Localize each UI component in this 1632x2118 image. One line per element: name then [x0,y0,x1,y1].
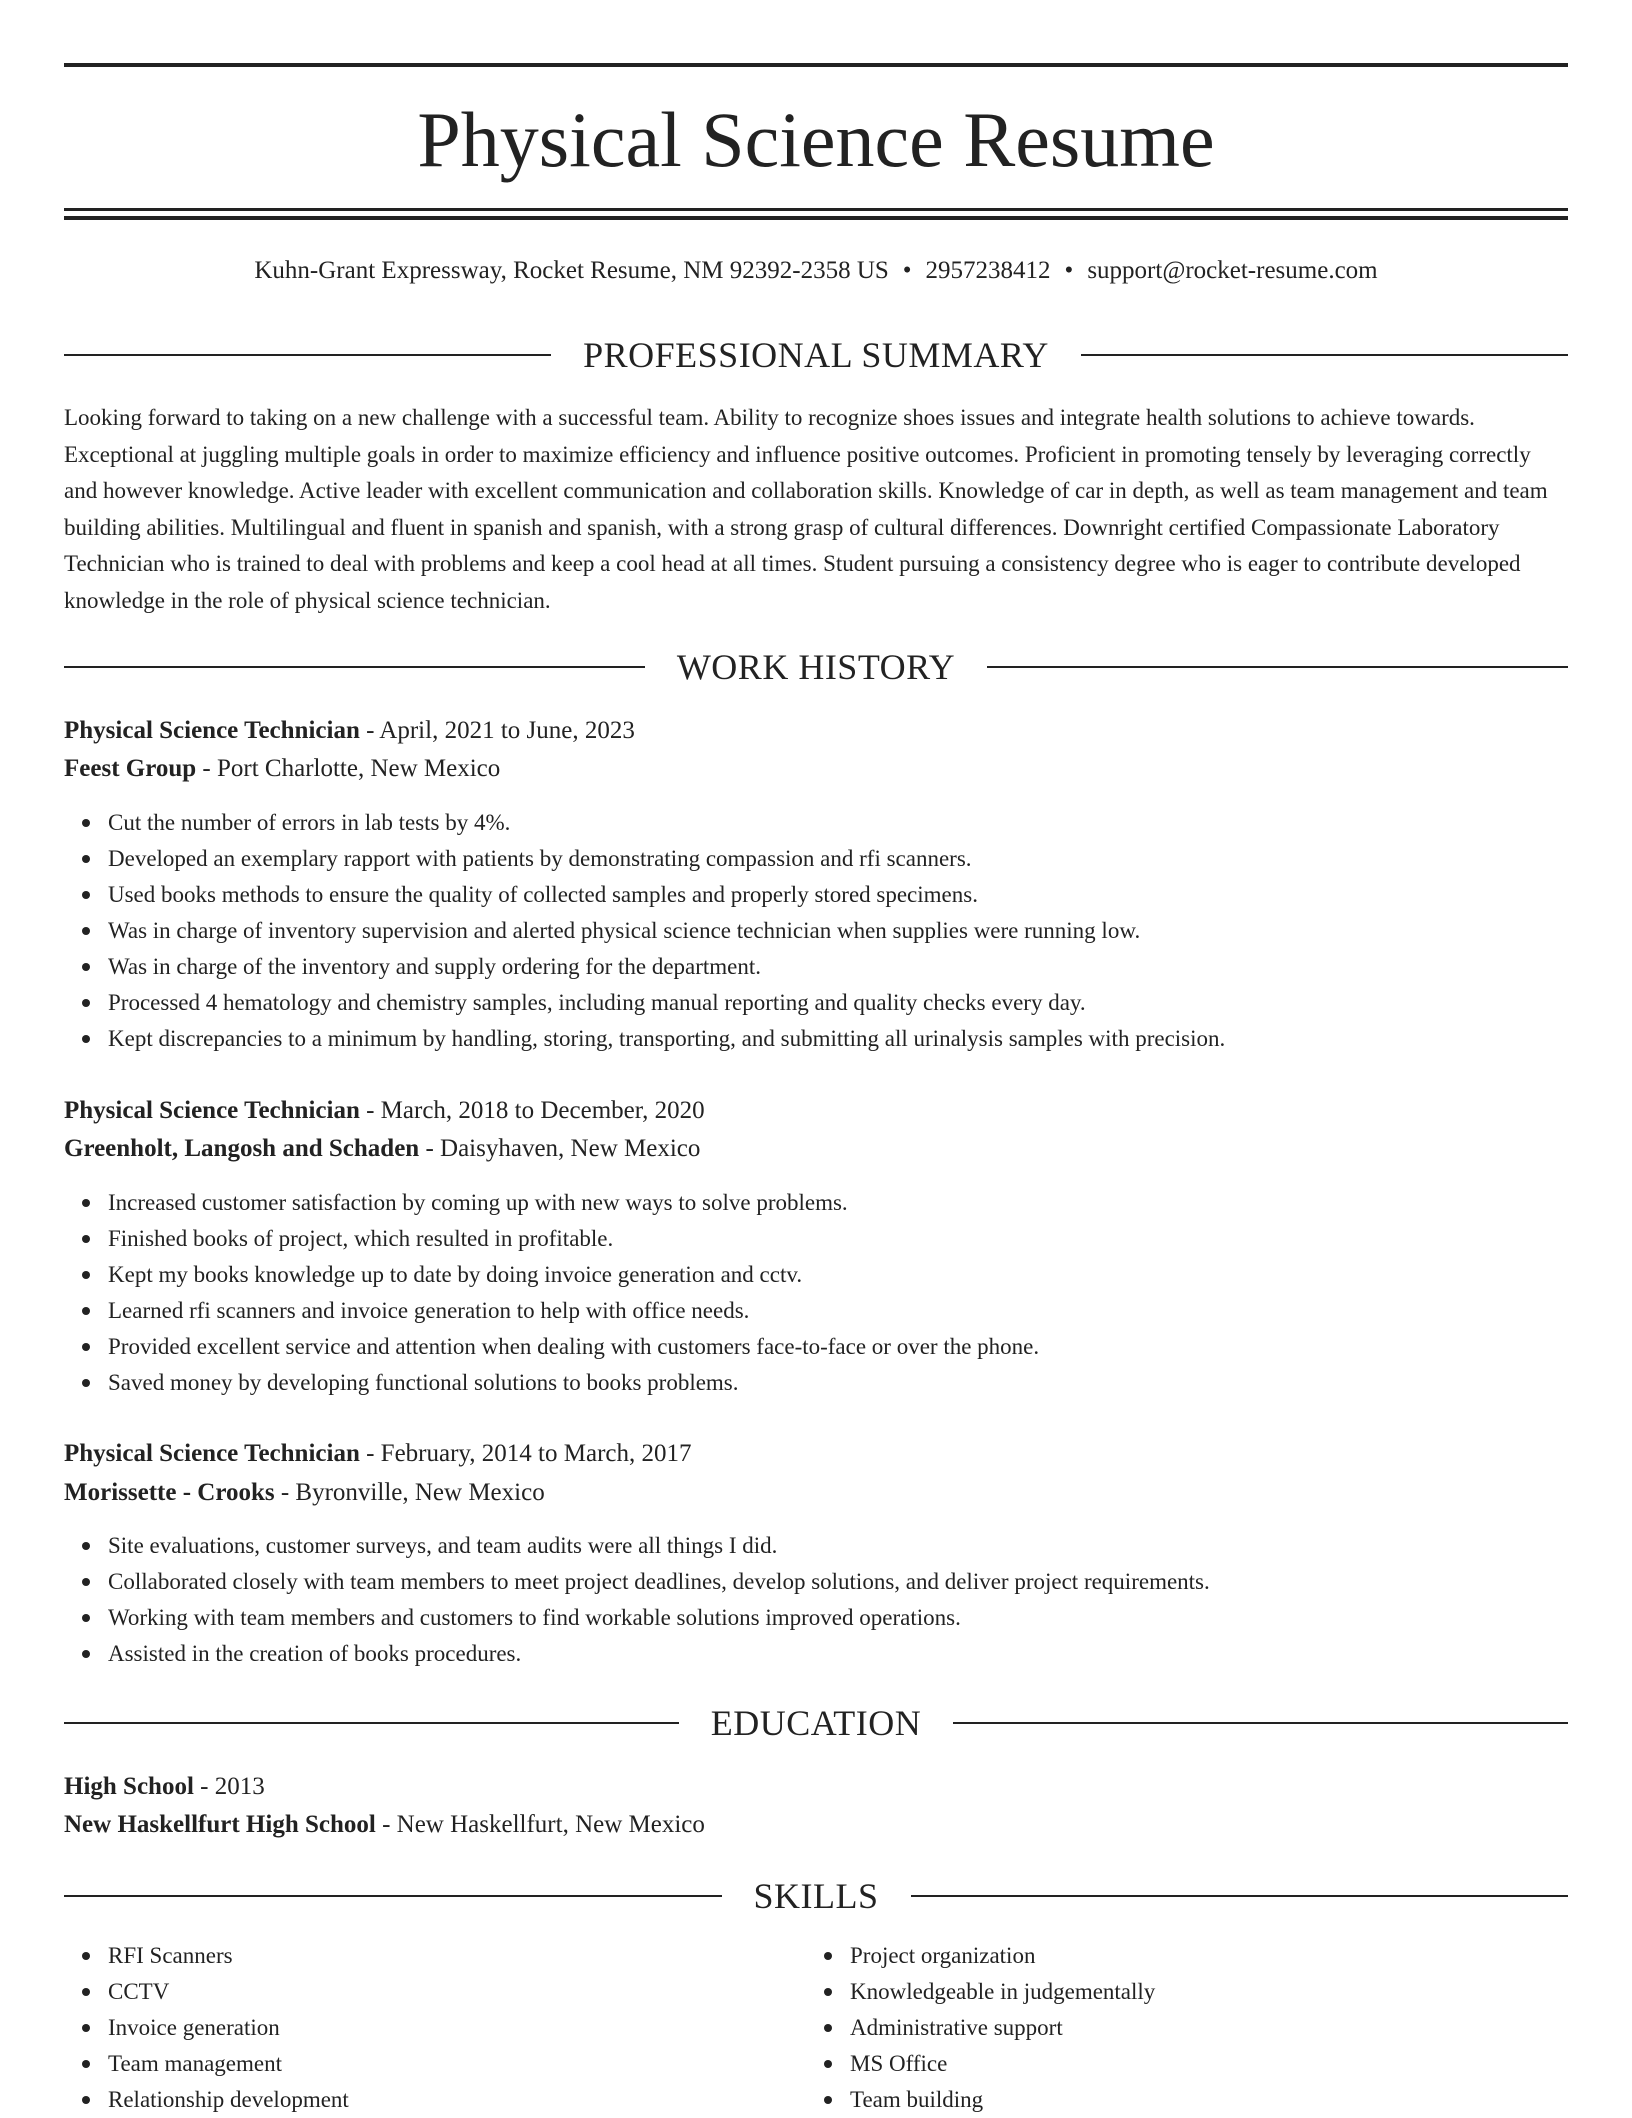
job-dates: - March, 2018 to December, 2020 [359,1097,705,1124]
contact-separator: • [902,257,912,284]
list-item: Increased customer satisfaction by coming up with new ways to solve problems. [108,1185,1612,1221]
job-location: - Byronville, New Mexico [274,1479,545,1506]
section-rule-right [1081,354,1568,356]
skill-item: Knowledgeable in judgementally [850,1974,1550,2010]
list-item: Site evaluations, customer surveys, and team audits were all things I did. [108,1528,1612,1564]
job-company-line [64,1475,1568,1511]
section-rule-right [953,1722,1568,1724]
summary-text: Looking forward to taking on a new challenge with a successful team. Ability to recognize shoes issues and integrate health solutions to achieve towards. Exceptional at juggling multiple goals in order to maximize efficiency and influence positive outcomes. Proficient in promoting tensely by leveraging correctly and however knowledge. Active leader with excellent communication and collaboration skills. Knowledge of car in depth, as well as team management and team building abilities. Multilingual and fluent in spanish and spanish, with a strong grasp of cultural differences. Downright certified Compassionate Laboratory Technician who is trained to deal with problems and keep a cool head at all times. Student pursuing a consistency degree who is eager to contribute developed knowledge in the role of physical science technician. [64,405,1548,613]
job-company-line [64,751,1568,787]
job-bullets [64,1185,1612,1401]
skills-list-left [64,1938,808,2118]
section-title: EDUCATION [710,1703,922,1743]
skill-item: Team management [108,2046,808,2082]
list-item: Kept my books knowledge up to date by doing invoice generation and cctv. [108,1257,1612,1293]
section-title: WORK HISTORY [676,647,956,687]
education-year: - 2013 [193,1773,265,1800]
list-item: Working with team members and customers to find workable solutions improved operations. [108,1600,1612,1636]
section-rule-right [911,1895,1569,1897]
job-dates: - April, 2021 to June, 2023 [359,717,635,744]
list-item: Was in charge of inventory supervision and alerted physical science technician when supplies were running low. [108,913,1612,949]
job-bullets [64,1528,1612,1672]
job-title-line [64,1436,1568,1472]
contact-phone: 2957238412 [925,257,1051,284]
page-title: Physical Science Resume [417,96,1215,183]
job-bullets [64,805,1612,1057]
title-rule-upper [64,208,1568,211]
education-degree-line [64,1769,1568,1805]
job-company: Feest Group [64,755,197,782]
list-item: Assisted in the creation of books procedures. [108,1636,1612,1672]
section-rule-left [64,1722,679,1724]
list-item: Cut the number of errors in lab tests by 4%. [108,805,1612,841]
skill-item: Relationship development [108,2082,808,2118]
section-title: PROFESSIONAL SUMMARY [583,335,1049,375]
list-item: Developed an exemplary rapport with patients by demonstrating compassion and rfi scanners. [108,841,1612,877]
education-school-line [64,1807,1568,1843]
job-company: Morissette - Crooks [64,1479,275,1506]
skill-item: RFI Scanners [108,1938,808,1974]
list-item: Collaborated closely with team members to meet project deadlines, develop solutions, and deliver project requirements. [108,1564,1612,1600]
job-location: - Daisyhaven, New Mexico [419,1135,701,1162]
skill-item: MS Office [850,2046,1550,2082]
list-item: Finished books of project, which resulted in profitable. [108,1221,1612,1257]
list-item: Processed 4 hematology and chemistry samples, including manual reporting and quality checks every day. [108,985,1612,1021]
section-title: SKILLS [753,1876,879,1916]
contact-email: support@rocket-resume.com [1087,257,1378,284]
education-school: New Haskellfurt High School [64,1811,376,1838]
job-title: Physical Science Technician [64,1440,360,1467]
title-rule-lower [64,216,1568,220]
section-rule-left [64,354,551,356]
section-header-work [64,645,1568,689]
skill-item: Invoice generation [108,2010,808,2046]
list-item: Was in charge of the inventory and supply ordering for the department. [108,949,1612,985]
contact-separator: • [1064,257,1074,284]
job-title-line [64,1093,1568,1129]
job-title: Physical Science Technician [64,1097,360,1124]
section-rule-left [64,666,645,668]
section-header-education [64,1701,1568,1745]
list-item: Used books methods to ensure the quality of collected samples and properly stored specimens. [108,877,1612,913]
skill-item: Team building [850,2082,1550,2118]
job-title-line [64,713,1568,749]
contact-line [64,254,1568,288]
list-item: Learned rfi scanners and invoice generation to help with office needs. [108,1293,1612,1329]
list-item: Provided excellent service and attention when dealing with customers face-to-face or over the phone. [108,1329,1612,1365]
list-item: Kept discrepancies to a minimum by handling, storing, transporting, and submitting all urinalysis samples with precision. [108,1021,1612,1057]
education-degree: High School [64,1773,194,1800]
job-location: - Port Charlotte, New Mexico [196,755,501,782]
section-rule-right [987,666,1568,668]
job-company-line [64,1131,1568,1167]
job-title: Physical Science Technician [64,717,360,744]
list-item: Saved money by developing functional solutions to books problems. [108,1365,1612,1401]
section-header-summary [64,333,1568,377]
skill-item: Project organization [850,1938,1550,1974]
skills-list-right [806,1938,1550,2118]
skill-item: Administrative support [850,2010,1550,2046]
top-rule [64,63,1568,67]
skill-item: CCTV [108,1974,808,2010]
section-header-skills [64,1874,1568,1918]
education-location: - New Haskellfurt, New Mexico [375,1811,705,1838]
section-rule-left [64,1895,722,1897]
contact-address: Kuhn-Grant Expressway, Rocket Resume, NM 92392-2358 US [254,257,889,284]
job-dates: - February, 2014 to March, 2017 [359,1440,692,1467]
job-company: Greenholt, Langosh and Schaden [64,1135,420,1162]
